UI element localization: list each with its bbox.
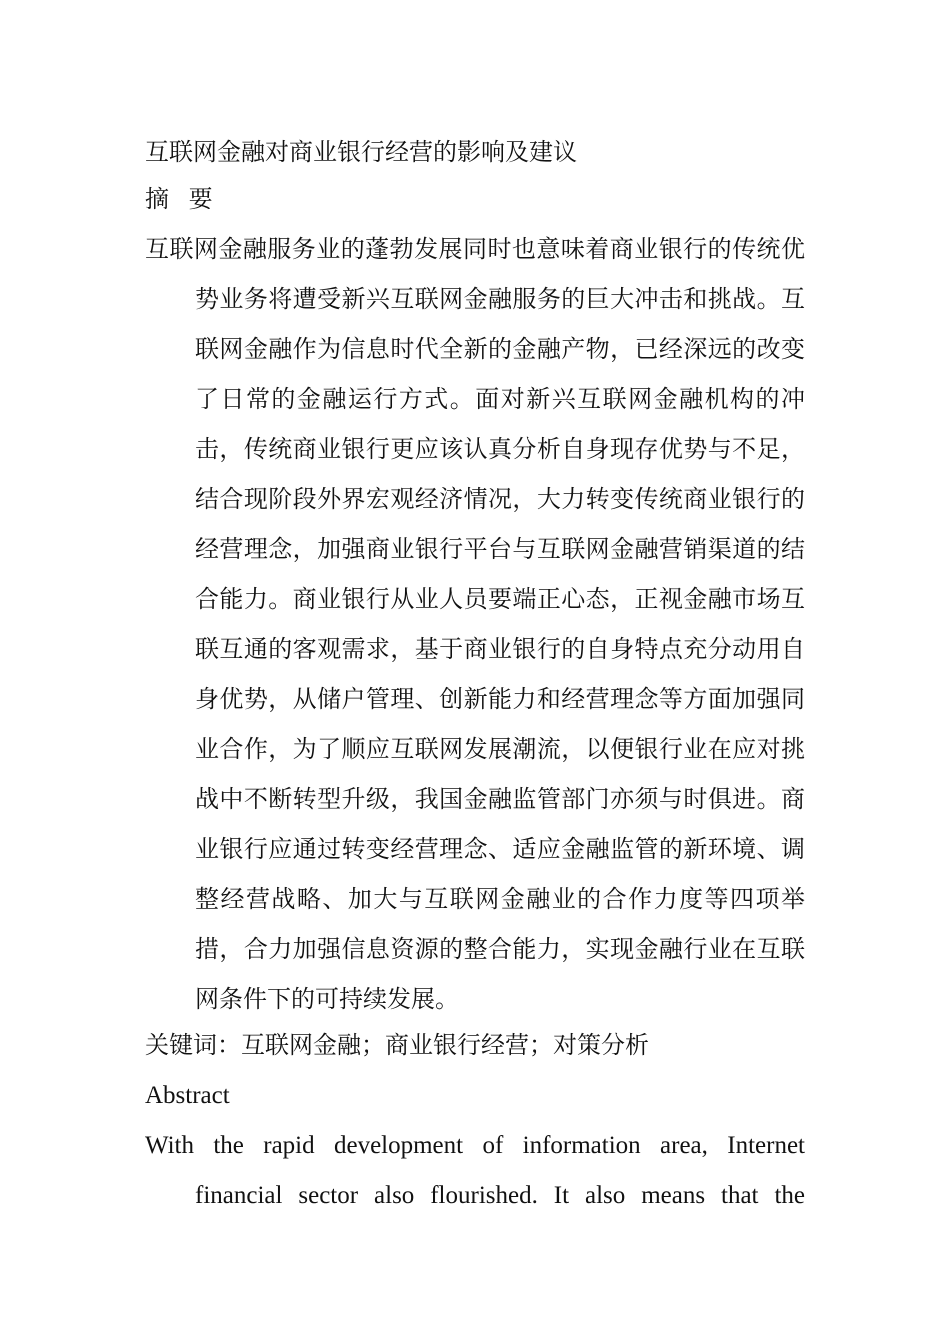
abstract-cn-heading: 摘 要 [145,185,219,213]
document-title: 互联网金融对商业银行经营的影响及建议 [145,138,577,166]
abstract-en-body: With the rapid development of information area, Internet financial sector also flourished. It also means that the [145,1132,805,1209]
keywords-line: 关键词：互联网金融；商业银行经营；对策分析 [145,1031,649,1059]
abstract-en-heading: Abstract [145,1082,230,1109]
abstract-cn-body: 互联网金融服务业的蓬勃发展同时也意味着商业银行的传统优势业务将遭受新兴互联网金融服务的巨大冲击和挑战。互联网金融作为信息时代全新的金融产物，已经深远的改变了日常的金融运行方式。面对新兴互联网金融机构的冲击，传统商业银行更应该认真分析自身现存优势与不足，结合现阶段外界宏观经济情况，大力转变传统商业银行的经营理念，加强商业银行平台与互联网金融营销渠道的结合能力。商业银行从业人员要端正心态，正视金融市场互联互通的客观需求，基于商业银行的自身特点充分动用自身优势，从储户管理、创新能力和经营理念等方面加强同业合作，为了顺应互联网发展潮流，以便银行业在应对挑战中不断转型升级，我国金融监管部门亦须与时俱进。商业银行应通过转变经营理念、适应金融监管的新环境、调整经营战略、加大与互联网金融业的合作力度等四项举措，合力加强信息资源的整合能力，实现金融行业在互联网条件下的可持续发展。 [145,235,805,1013]
